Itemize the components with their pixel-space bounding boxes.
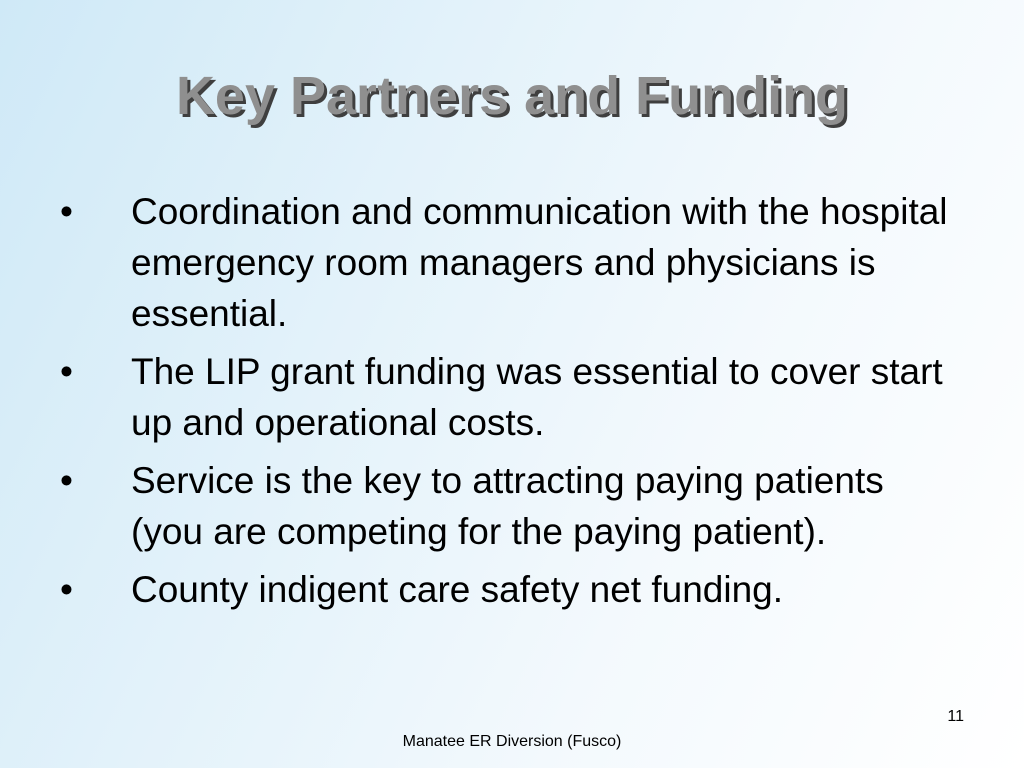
bullet-marker: • xyxy=(60,351,73,392)
slide-footer: Manatee ER Diversion (Fusco) xyxy=(402,733,622,750)
bullet-list xyxy=(60,186,960,622)
bullet-item xyxy=(60,455,960,557)
bullet-text: The LIP grant funding was essential to cover start up and operational costs. xyxy=(131,351,943,443)
bullet-marker: • xyxy=(60,569,73,610)
bullet-text: County indigent care safety net funding. xyxy=(131,569,784,610)
bullet-item xyxy=(60,564,960,615)
bullet-text: Service is the key to attracting paying patients (you are competing for the paying patient). xyxy=(131,460,884,552)
bullet-marker: • xyxy=(60,460,73,501)
bullet-text: Coordination and communication with the hospital emergency room managers and physicians is essential. xyxy=(131,191,948,334)
slide-title: Key Partners and Funding xyxy=(175,66,849,126)
bullet-item xyxy=(60,186,960,339)
page-number: 11 xyxy=(947,708,964,725)
bullet-item xyxy=(60,346,960,448)
bullet-marker: • xyxy=(60,191,73,232)
